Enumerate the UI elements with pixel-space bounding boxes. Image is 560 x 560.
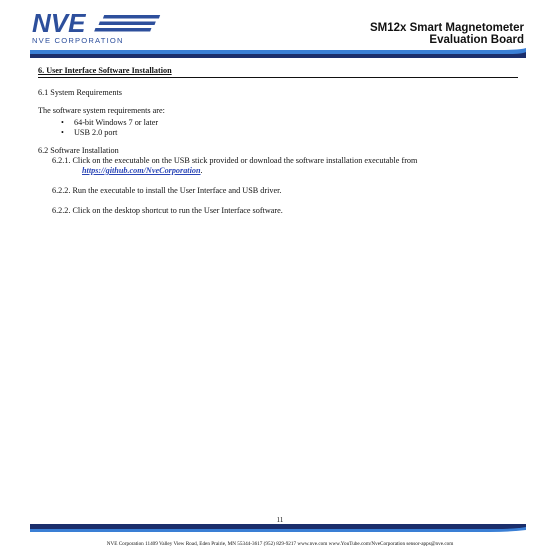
- subsection-heading-6-1: 6.1 System Requirements: [38, 88, 122, 97]
- header-swoosh-bar: [30, 48, 526, 58]
- step-6-2-3: 6.2.2. Click on the desktop shortcut to run the User Interface software.: [52, 206, 283, 215]
- subsection-heading-6-2: 6.2 Software Installation: [38, 146, 119, 155]
- step-6-2-2: 6.2.2. Run the executable to install the User Interface and USB driver.: [52, 186, 282, 195]
- list-item: • 64-bit Windows 7 or later: [38, 118, 518, 128]
- footer-swoosh-bar: [30, 524, 526, 534]
- step-6-2-1-end: .: [200, 166, 203, 175]
- page-number: 11: [276, 516, 284, 524]
- list-item: • USB 2.0 port: [38, 128, 518, 138]
- requirements-intro: The software system requirements are:: [38, 106, 165, 115]
- logo-text: NVE: [32, 10, 86, 36]
- logo-stripe: [99, 22, 156, 26]
- logo-subtitle: NVE CORPORATION: [32, 36, 124, 45]
- github-link[interactable]: https://github.com/NveCorporation: [82, 166, 201, 175]
- section-heading: 6. User Interface Software Installation: [38, 66, 518, 78]
- title-line-2: Evaluation Board: [429, 33, 524, 46]
- document-body: [38, 66, 518, 224]
- requirements-list: [38, 118, 518, 138]
- title-line-1: SM12x Smart Magnetometer: [369, 22, 524, 34]
- nve-logo: [32, 10, 172, 46]
- nve-logo-graphic: [32, 10, 172, 36]
- step-6-2-1-text: 6.2.1. Click on the executable on the USB stick provided or download the software installation executable from: [52, 156, 418, 165]
- step-6-2-1: [38, 156, 518, 176]
- logo-stripe: [94, 28, 151, 32]
- document-title: [370, 23, 524, 46]
- logo-stripe: [103, 15, 160, 19]
- footer-contact-line: NVE Corporation 11409 Valley View Road, Eden Prairie, MN 55344-3617 (952) 829-9217 www.nve.com www.YouTube.com/NveCorporation sensor-apps@nve.com: [106, 541, 454, 547]
